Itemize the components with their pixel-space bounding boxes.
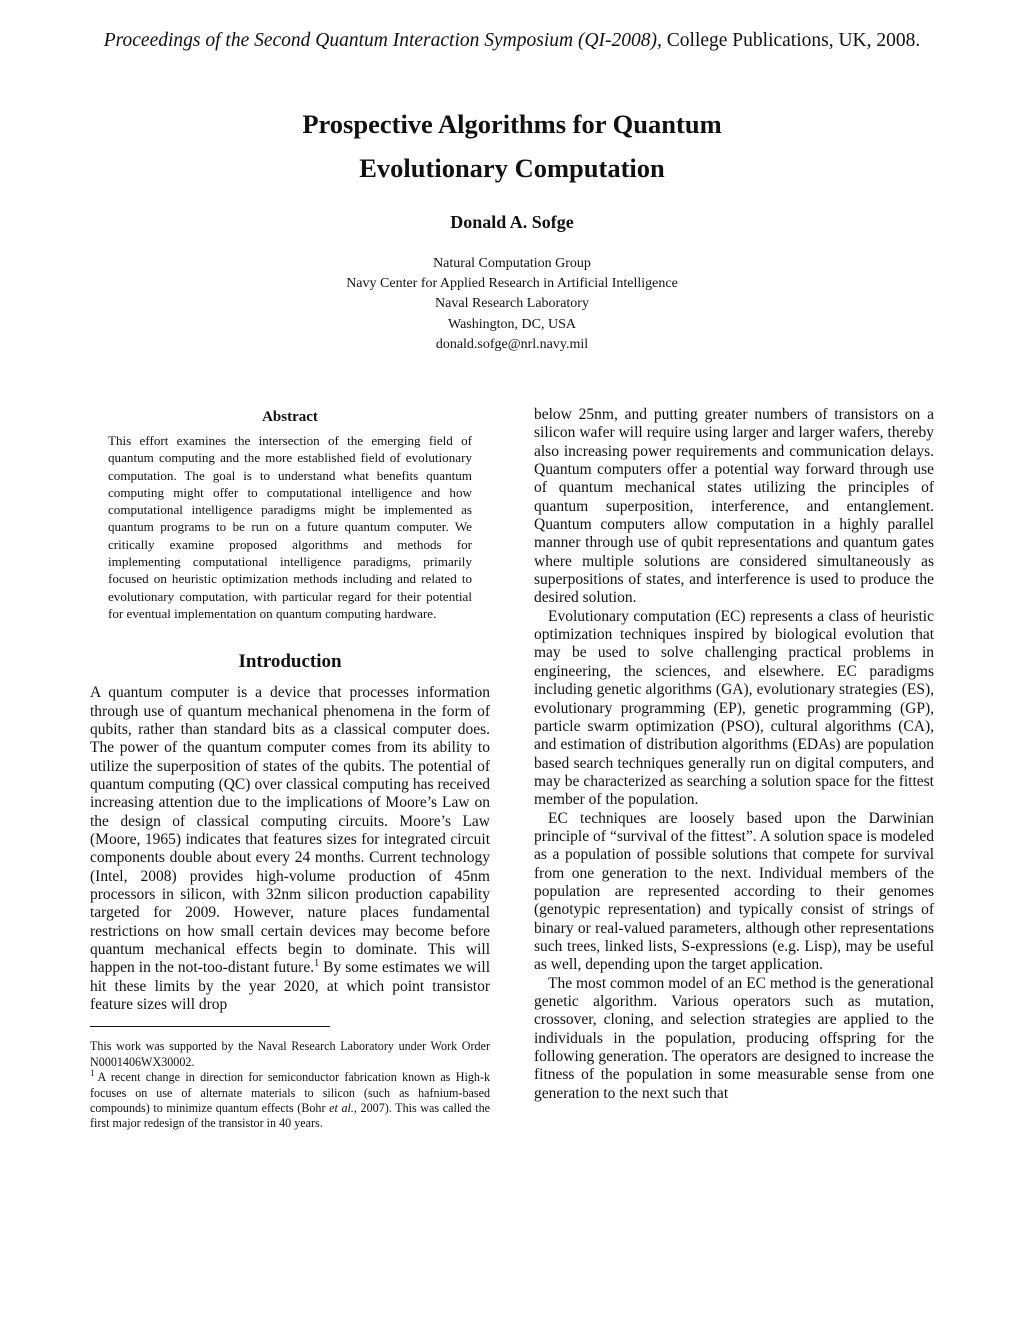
footnote-1 [90, 1070, 490, 1132]
footnote-1-reference[interactable]: 1 [314, 958, 320, 970]
introduction-paragraph-2: Evolutionary computation (EC) represents a class of heuristic optimization techniques inspired by biological evolution that may be used to solve challenging practical problems in engineering, the sciences, and elsewhere. EC paradigms including genetic algorithms (GA), evolutionary strategies (ES), evolutionary programming (EP), genetic programming (GP), particle swarm optimization (PSO), cultural algorithms (CA), and estimation of distribution algorithms (EDAs) are population based search techniques generally run on digital computers, and may be characterized as searching a solution space for the fittest member of the population. [534, 607, 934, 809]
venue-publisher: , College Publications, UK, 2008. [657, 30, 921, 51]
footnote-1-et-al: et al. [329, 1101, 354, 1116]
author-affiliation [0, 254, 1024, 355]
affiliation-group: Natural Computation Group [433, 256, 591, 271]
funding-note: This work was supported by the Naval Research Laboratory under Work Order N0001406WX30002. [90, 1039, 490, 1069]
author-name: Donald A. Sofge [450, 212, 574, 232]
intro-text-part-1: A quantum computer is a device that processes information through use of quantum mechanical phenomena in the form of qubits, rather than standard bits as a classical computer does. The power of the quantum computer comes from its ability to utilize the superposition of states of the qubits. The potential of quantum computing (QC) over classical computing has received increasing attention due to the implications of Moore’s Law on the design of classical computing circuits. Moore’s Law (Moore, 1965) indicates that features sizes for integrated circuit components double about every 24 months. Current technology (Intel, 2008) provides high-volume production of 45nm processors in silicon, with 32nm silicon production capability targeted for 2009. However, nature places fundamental restrictions on how small certain devices may become before quantum mechanical effects begin to dominate. This will happen in the not-too-distant future. [90, 684, 490, 977]
running-header [0, 28, 1024, 54]
intro-text-part-2: By some estimates we will hit these limits by the year 2020, at which point transistor feature sizes will drop [90, 959, 490, 1014]
paper-title-line-1: Prospective Algorithms for Quantum [302, 109, 722, 139]
affiliation-center: Navy Center for Applied Research in Artificial Intelligence [346, 276, 678, 292]
footnote-1-mark: 1 [90, 1068, 95, 1079]
right-column [534, 406, 934, 1103]
affiliation-location: Washington, DC, USA [448, 316, 576, 332]
footnote-1-text-b: , 2007). This was called the first major redesign of the transistor in 40 years. [90, 1101, 490, 1131]
introduction-paragraph-4: The most common model of an EC method is the generational genetic algorithm. Various operators such as mutation, crossover, cloning, and selection strategies are applied to the individuals in the population, producing offspring for the following generation. The operators are designed to increase the fitness of the population in some measurable sense from one generation to the next such that [534, 974, 934, 1102]
affiliation-lab: Naval Research Laboratory [435, 296, 589, 312]
abstract-heading: Abstract [262, 409, 318, 425]
introduction-paragraph-1-continued: below 25nm, and putting greater numbers of transistors on a silicon wafer will require using larger and larger wafers, thereby also increasing power requirements and communication delays. Quantum computers offer a potential way forward through use of quantum mechanical states utilizing the principles of quantum superposition, interference, and entanglement. Quantum computers allow computation in a highly parallel manner through use of qubit representations and quantum gates where multiple solutions are considered simultaneously as superpositions of states, and interference is used to produce the desired solution. [534, 406, 934, 607]
abstract-text: This effort examines the intersection of the emerging field of quantum computing and the more established field of evolutionary computation. The goal is to understand what benefits quantum computing might offer to computational intelligence and how computational intelligence paradigms might be implemented as quantum programs to be run on a future quantum computer. We critically examine proposed algorithms and methods for implementing computational intelligence paradigms, primarily focused on heuristic optimization methods including and related to evolutionary computation, with particular regard for their potential for eventual implementation on quantum computing hardware. [108, 433, 472, 621]
paper-title-line-2: Evolutionary Computation [359, 153, 665, 183]
venue-italic: Proceedings of the Second Quantum Interaction Symposium (QI-2008) [103, 30, 658, 51]
introduction-heading: Introduction [238, 651, 342, 673]
left-column [90, 406, 490, 1132]
footnote-divider [90, 1026, 330, 1027]
title-block [0, 102, 1024, 355]
introduction-paragraph-1 [90, 684, 490, 1014]
footnote-1-text-a: A recent change in direction for semiconductor fabrication known as High-k focuses on use of alternate materials to silicon (such as hafnium-based compounds) to minimize quantum effects (Bohr [90, 1070, 490, 1116]
footnotes [90, 1039, 490, 1131]
author-email[interactable]: donald.sofge@nrl.navy.mil [435, 336, 589, 352]
introduction-paragraph-3: EC techniques are loosely based upon the Darwinian principle of “survival of the fittest”. A solution space is modeled as a population of possible solutions that compete for survival from one generation to the next. Individual members of the population are represented according to their genomes (genotypic representation) and typically consist of strings of binary or real-valued parameters, although other representations such trees, linked lists, S-expressions (e.g. Lisp), may be useful as well, depending upon the target application. [534, 809, 934, 974]
